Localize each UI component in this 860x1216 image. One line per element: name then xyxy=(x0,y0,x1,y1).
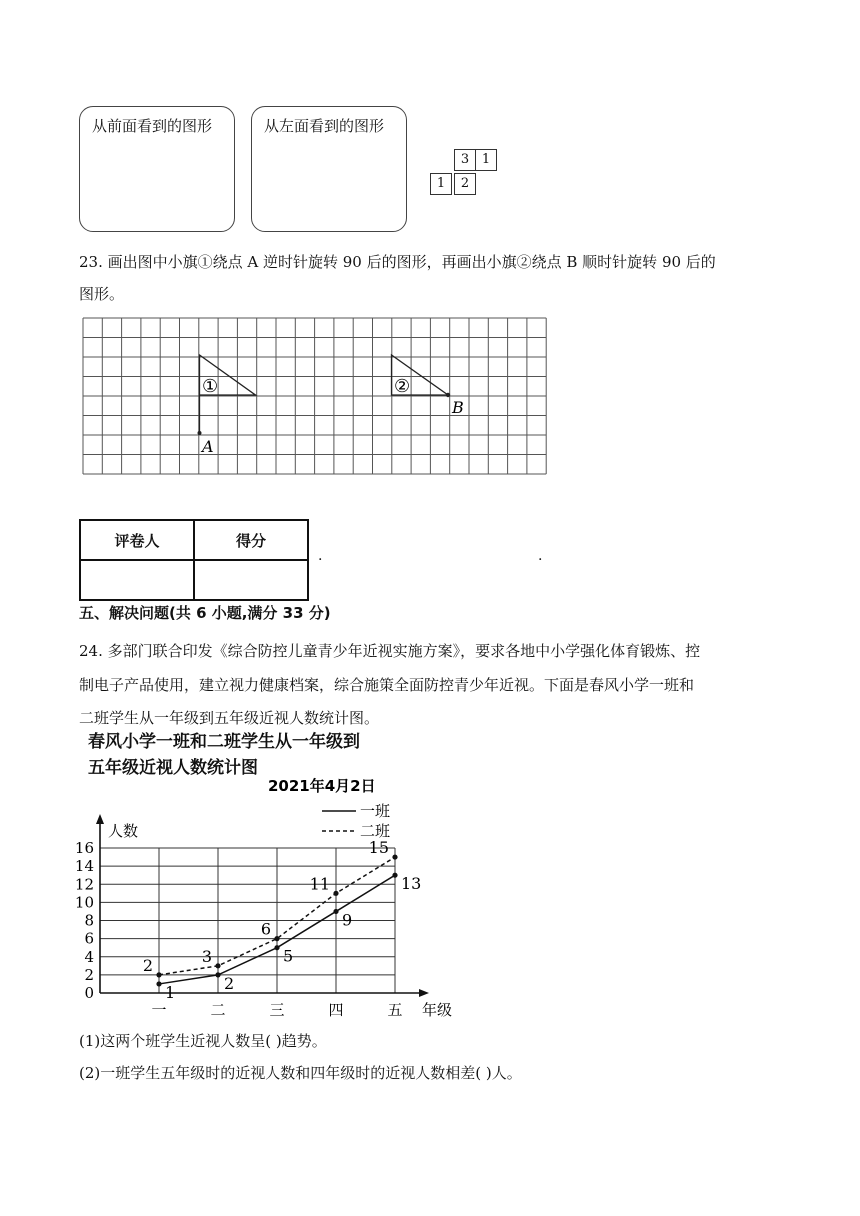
q24-line3: 二班学生从一年级到五年级近视人数统计图。 xyxy=(79,709,380,727)
score-table xyxy=(79,519,309,601)
legend-entry: 一班 xyxy=(360,802,391,820)
y-tick-label: 14 xyxy=(74,857,94,876)
data-point xyxy=(215,972,220,977)
left-view-label: 从左面看到的图形 xyxy=(264,117,385,135)
data-label: 13 xyxy=(401,874,422,894)
score-header: 得分 xyxy=(194,520,308,560)
x-tick-label: 五 xyxy=(387,1001,403,1019)
data-label: 1 xyxy=(165,982,176,1002)
q23-text-line1: 23. 画出图中小旗①绕点 A 逆时针旋转 90 后的图形，再画出小旗②绕点 B 顺时针旋转 90 后的 xyxy=(79,253,716,271)
data-point xyxy=(156,972,161,977)
q24-sub1: (1)这两个班学生近视人数呈( )趋势。 xyxy=(79,1032,327,1050)
data-point xyxy=(215,963,220,968)
data-point xyxy=(274,945,279,950)
chart-date: 2021年4月2日 xyxy=(268,777,376,795)
y-tick-label: 0 xyxy=(84,984,94,1002)
x-axis-label: 年级 xyxy=(421,1001,453,1019)
point-a-dot xyxy=(198,431,202,435)
q23-text-line2: 图形。 xyxy=(79,285,125,303)
left-view-box xyxy=(251,106,407,232)
point-b-dot xyxy=(446,393,450,397)
reviewer-header: 评卷人 xyxy=(80,520,194,560)
data-point xyxy=(156,981,161,986)
x-axis-arrow xyxy=(419,989,429,997)
x-tick-label: 三 xyxy=(269,1001,285,1019)
data-label: 2 xyxy=(142,955,153,975)
y-axis-arrow xyxy=(96,814,104,824)
flag-1-label: ① xyxy=(202,376,219,397)
x-tick-label: 一 xyxy=(151,1001,167,1019)
q24-sub2: (2)一班学生五年级时的近视人数和四年级时的近视人数相差( )人。 xyxy=(79,1064,522,1082)
data-label: 2 xyxy=(224,973,235,993)
legend-entry: 二班 xyxy=(360,822,391,840)
data-label: 3 xyxy=(201,946,212,966)
data-point xyxy=(274,936,279,941)
point-a-label: A xyxy=(202,437,214,456)
data-point xyxy=(333,891,338,896)
myopia-line-chart xyxy=(60,775,453,1020)
y-tick-label: 6 xyxy=(84,929,94,948)
dot-mark: . xyxy=(318,548,323,564)
q24-line1: 24. 多部门联合印发《综合防控儿童青少年近视实施方案》，要求各地中小学强化体育锻炼、控 xyxy=(79,642,701,660)
y-tick-label: 16 xyxy=(74,839,94,857)
flag-2-label: ② xyxy=(394,376,411,397)
y-tick-label: 4 xyxy=(84,947,94,966)
chart-title-line2: 五年级近视人数统计图 xyxy=(88,758,258,778)
q24-line2: 制电子产品使用，建立视力健康档案，综合施策全面防控青少年近视。下面是春风小学一班和 xyxy=(79,676,695,694)
top-view-grid xyxy=(430,149,510,197)
section-5-title: 五、解决问题(共 6 小题,满分 33 分) xyxy=(79,604,331,622)
data-label: 9 xyxy=(342,910,353,930)
grid-cell: 3 xyxy=(454,149,476,171)
front-view-label: 从前面看到的图形 xyxy=(92,117,213,135)
data-point xyxy=(333,909,338,914)
y-tick-label: 12 xyxy=(74,875,94,894)
grid-cell: 2 xyxy=(454,173,476,195)
data-label: 6 xyxy=(260,919,271,939)
y-tick-label: 2 xyxy=(84,965,94,984)
y-tick-label: 8 xyxy=(84,911,94,930)
y-axis-label: 人数 xyxy=(108,822,139,840)
score-cell[interactable] xyxy=(194,560,308,600)
x-tick-label: 二 xyxy=(210,1001,226,1019)
chart-title-line1: 春风小学一班和二班学生从一年级到 xyxy=(88,732,360,752)
x-tick-label: 四 xyxy=(328,1001,344,1019)
point-b-label: B xyxy=(452,398,464,417)
grid-cell: 1 xyxy=(430,173,452,195)
grid-cell: 1 xyxy=(475,149,497,171)
rotation-grid xyxy=(80,316,550,476)
data-point xyxy=(392,854,397,859)
data-point xyxy=(392,873,397,878)
y-tick-label: 10 xyxy=(74,893,94,912)
reviewer-cell[interactable] xyxy=(80,560,194,600)
front-view-box xyxy=(79,106,235,232)
data-label: 5 xyxy=(283,946,294,966)
data-label: 11 xyxy=(309,874,330,894)
dot-mark: . xyxy=(538,548,543,564)
data-label: 15 xyxy=(368,838,389,858)
